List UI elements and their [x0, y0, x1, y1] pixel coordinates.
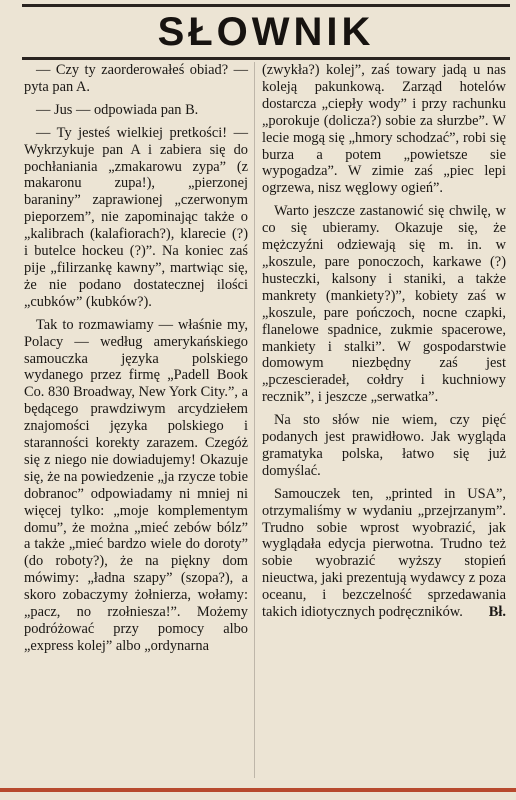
article-title: SŁOWNIK [157, 10, 375, 54]
right-column [262, 62, 506, 627]
paragraph: — Ty jesteś wielkiej pretkości! — Wykrzykuje pan A i zabiera się do pochłaniania „zmakarowu zypa” (z makaronu zupa!), „pierzonej baraniny” zaprawionej „czerwonym pieporzem”, nie zapominając także o „kalibrach (kalafiorach?), klarecie (?) i butelce hockeu (?)”. Na koniec zaś pije „filirzankę kawny”, martwiąc się, że nie podano dostatecznej ilości „cubków” (kubków?). [24, 124, 248, 310]
paragraph: Tak to rozmawiamy — właśnie my, Polacy — według amerykańskiego samouczka języka polskiego wydanego przez firmę „Padell Book Co. 830 Broadway, New York City.”, a będącego prawdziwym arcydziełem znajomości języka polskiego i staranności korekty zarazem. Czegóż się z niego nie dowiadujemy! Okazuje się, że na powiedzenie „ja rzycze tobie dobranoc” odpowiadamy ni mniej ni więcej tylko: „moje komplementym domu”, że można „mieć zebów bólz” a także „mieć bardzo wiele do doroty” (do roboty?), że na piękny dom mówimy: „ładna szapy” (szopa?), a skoro zobaczymy żołnierza, wołamy: „pacz, no rzołniesza!”. Możemy podróżować przy pomocy albo „express kolej” albo „ordynarna [24, 316, 248, 654]
author-signature: Bł. [488, 604, 506, 621]
bottom-rule [0, 788, 516, 792]
left-column [24, 62, 248, 661]
masthead [22, 4, 510, 60]
paragraph: — Czy ty zaorderowałeś obiad? — pyta pan A. [24, 62, 248, 95]
paragraph: Na sto słów nie wiem, czy pięć podanych jest prawidłowo. Jak wygląda gramatyka polska, łatwo się już domyślać. [262, 412, 506, 479]
column-divider [254, 62, 255, 778]
paragraph: Warto jeszcze zastanowić się chwilę, w co się ubieramy. Okazuje się, że mężczyźni odziewają się m. in. w „koszule, pare ponoczoch, karkawe (?) husteczki, kalsony i staniki, a także mankrety (mankiety?)”, kobiety zaś w „koszule, pare pończoch, nocne czapki, flanelowe spadnice, zukmie spacerowe, mankiety i stalki”. W gospodarstwie domowym niezbędny zaś jest „pczescieradeł, cołdry i kuchniowy recznik”, i jeszcze „serwatka”. [262, 203, 506, 406]
paragraph-final [262, 486, 506, 621]
paragraph: — Jus — odpowiada pan B. [36, 101, 199, 118]
paragraph-final-text: Samouczek ten, „printed in USA”, otrzymaliśmy w wydaniu „przejrzanym”. Trudno sobie wprost wyobrazić, jak wyglądała edycja pierwotna. Trudno też sobie wyobrazić wyższy stopień nieuctwa, jaki prezentują wydawcy z poza oceanu, i bezczelność sprzedawania takich idiotycznych podręczników. [262, 485, 506, 621]
paragraph-continuation: (zwykła?) kolej”, zaś towary jadą u nas koleją pakunkową. Zarząd hotelów dostarcza „ciepły wody” i przy rachunku „porokuje (dolicza?) sobie za słurzbe”. W lecie mogą się „hmory schodzać”, robi się burza a potem „powietsze sie wypogadza”. W zimie zaś „piec lepi ogrzewa, nisz węglowy ogień”. [262, 62, 506, 197]
